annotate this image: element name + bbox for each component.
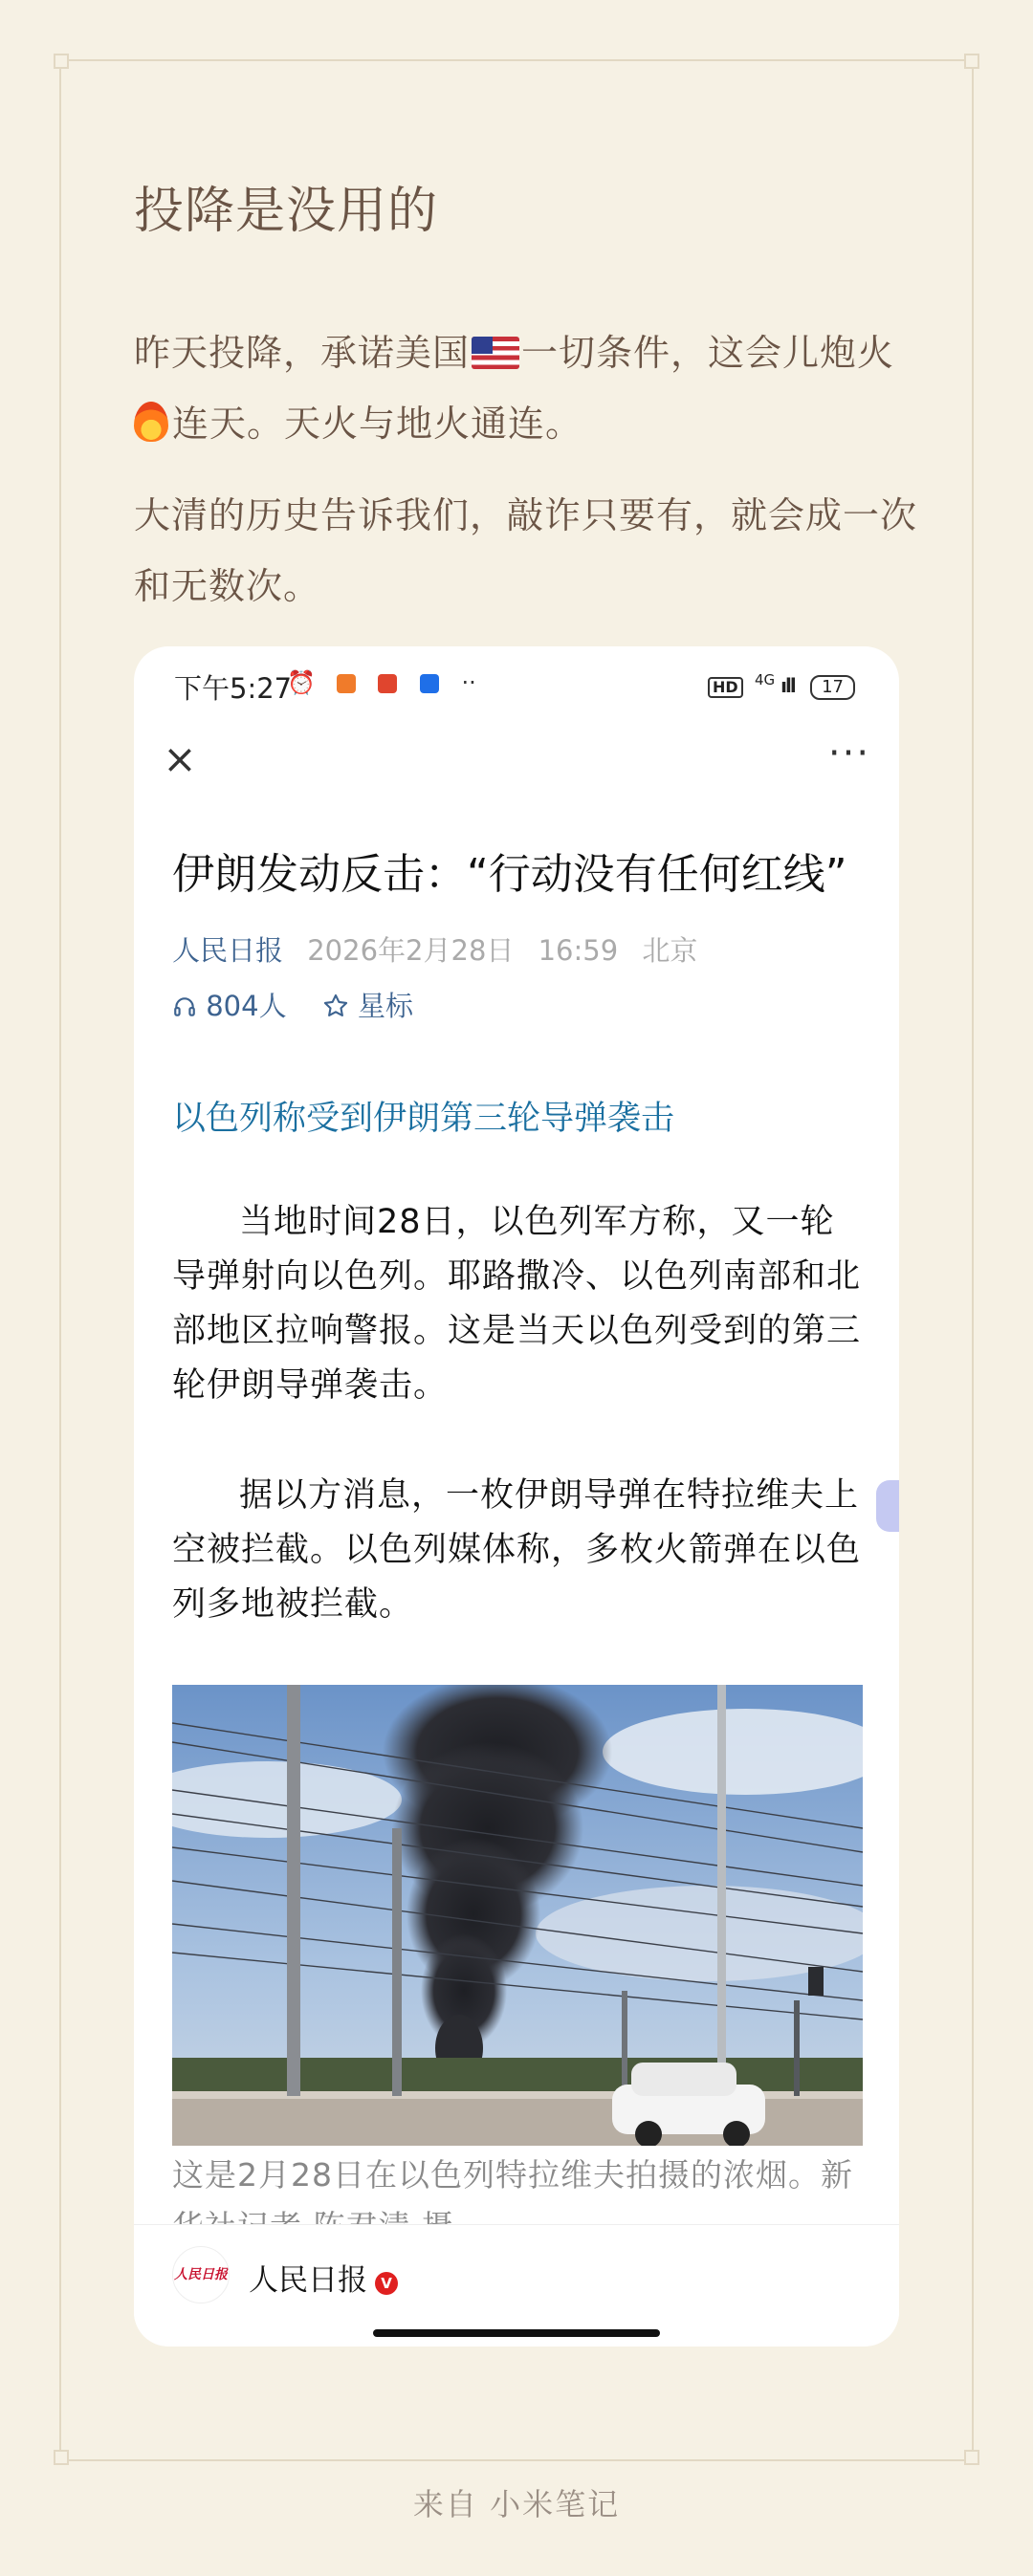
article-meta [172, 929, 697, 969]
listener-count: 804人 [206, 990, 287, 1022]
frame-corner [964, 2450, 979, 2465]
fire-icon [134, 402, 168, 442]
article-paragraph: 当地时间28日，以色列军方称，又一轮导弹射向以色列。耶路撒冷、以色列南部和北部地区拉响警报。这是当天以色列受到的第三轮伊朗导弹袭击。 [172, 1203, 862, 1405]
status-icons [287, 669, 476, 696]
close-button[interactable]: × [163, 735, 197, 782]
app-notification-icon [378, 674, 397, 693]
publisher-bar[interactable] [134, 2224, 899, 2321]
article-subheading: 以色列称受到伊朗第三轮导弹袭击 [172, 1100, 675, 1138]
article-time: 16:59 [538, 934, 619, 967]
status-time: 下午5:27 [174, 672, 293, 705]
embedded-screenshot [134, 646, 899, 2347]
frame-corner [964, 54, 979, 69]
more-options-button[interactable]: ··· [827, 731, 871, 775]
publisher-name-row [249, 2256, 398, 2299]
alarm-icon: ⏰ [287, 669, 316, 696]
star-icon [322, 993, 349, 1019]
us-flag-icon [472, 337, 519, 369]
article-stats [172, 985, 413, 1024]
note-title: 投降是没用的 [134, 183, 439, 240]
frame-corner [54, 2450, 69, 2465]
article-paragraph: 据以方消息，一枚伊朗导弹在特拉维夫上空被拦截。以色列媒体称，多枚火箭弹在以色列多地被拦截。 [172, 1476, 862, 1624]
battery-icon: 17 [810, 675, 855, 700]
hd-icon: HD [708, 677, 743, 698]
note-paragraph [134, 317, 918, 459]
article-title: 伊朗发动反击：“行动没有任何红线” [172, 850, 847, 899]
frame-corner [54, 54, 69, 69]
article-date: 2026年2月28日 [307, 934, 515, 967]
zhihu-icon [420, 674, 439, 693]
publisher-name: 人民日报 [249, 2263, 367, 2298]
listen-button[interactable] [172, 990, 296, 1022]
article-place: 北京 [642, 934, 698, 967]
network-label: 4G [754, 671, 776, 688]
note-text: 连天。天火与地火通连。 [172, 403, 583, 445]
publisher-logo: 人民日报 [172, 2246, 230, 2303]
photo-caption: 这是2月28日在以色列特拉维夫拍摄的浓烟。新 [172, 2156, 853, 2194]
note-text: 昨天投降，承诺美国 [134, 332, 471, 374]
signal-icon: ıll [780, 674, 795, 697]
more-notifications-icon: ·· [461, 669, 476, 696]
home-indicator[interactable] [373, 2329, 660, 2337]
star-label: 星标 [358, 990, 414, 1022]
side-drawer-handle[interactable] [876, 1480, 899, 1532]
note-footer: 来自 小米笔记 [412, 2486, 621, 2522]
status-right [708, 671, 855, 700]
star-button[interactable] [322, 990, 413, 1022]
app-notification-icon [337, 674, 356, 693]
headphones-icon [172, 994, 197, 1019]
note-text: 一切条件，这会儿炮火 [521, 332, 895, 374]
article-photo [172, 1685, 863, 2146]
verified-icon: V [375, 2272, 398, 2295]
note-paragraph: 大清的历史告诉我们，敲诈只要有，就会成一次和无数次。 [134, 494, 918, 607]
article-source[interactable]: 人民日报 [172, 934, 284, 967]
